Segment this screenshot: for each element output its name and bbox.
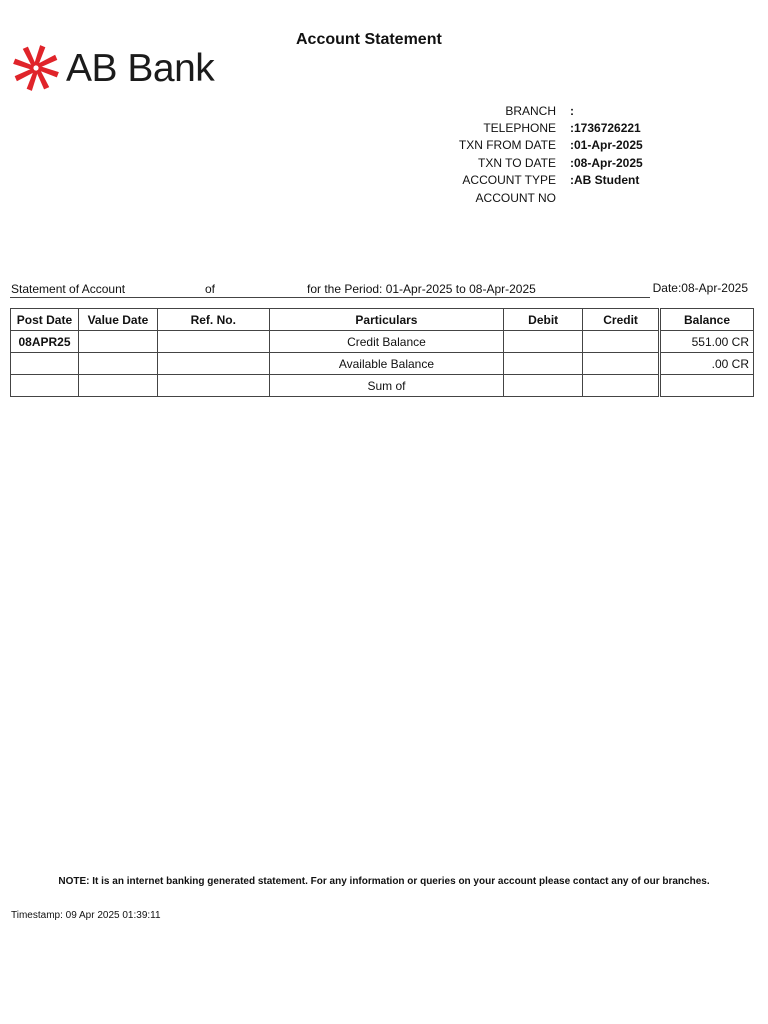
cell-post-date: 08APR25 <box>11 331 79 353</box>
statement-of-label: Statement of Account <box>11 282 126 296</box>
table-header-row <box>11 309 754 331</box>
cell-balance <box>660 375 754 397</box>
cell-particulars: Available Balance <box>269 353 504 375</box>
cell-post-date <box>11 353 79 375</box>
cell-value-date <box>78 331 157 353</box>
cell-debit <box>504 331 583 353</box>
page-title: Account Statement <box>296 31 442 48</box>
info-row-account-no <box>440 189 643 206</box>
info-label: ACCOUNT TYPE <box>462 173 556 188</box>
table-row <box>11 375 754 397</box>
col-balance: Balance <box>660 309 754 331</box>
statement-date: Date:08-Apr-2025 <box>652 281 748 295</box>
col-post-date: Post Date <box>11 309 79 331</box>
info-value: :01-Apr-2025 <box>570 138 643 153</box>
info-row-telephone <box>440 119 643 136</box>
info-value: :1736726221 <box>570 121 641 136</box>
cell-value-date <box>78 353 157 375</box>
cell-ref-no <box>157 375 269 397</box>
cell-debit <box>504 375 583 397</box>
bank-name: AB Bank <box>66 46 215 90</box>
info-label: TELEPHONE <box>483 121 556 136</box>
cell-debit <box>504 353 583 375</box>
info-value: :AB Student <box>570 173 640 188</box>
transactions-table <box>10 308 754 397</box>
info-value: : <box>570 103 574 118</box>
footer-note: NOTE: It is an internet banking generated statement. For any information or queries on your account please contact any of our branches. <box>58 876 710 887</box>
info-label: ACCOUNT NO <box>475 190 556 205</box>
period-label: for the Period: 01-Apr-2025 to 08-Apr-2025 <box>307 282 536 296</box>
cell-particulars: Credit Balance <box>269 331 504 353</box>
col-particulars: Particulars <box>269 309 504 331</box>
cell-particulars: Sum of <box>269 375 504 397</box>
info-row-account-type <box>440 172 643 189</box>
of-label: of <box>205 282 216 296</box>
info-value: :08-Apr-2025 <box>570 155 643 170</box>
cell-ref-no <box>157 331 269 353</box>
cell-post-date <box>11 375 79 397</box>
ab-bank-logo-icon <box>10 42 62 94</box>
account-info <box>440 102 643 206</box>
cell-credit <box>583 353 660 375</box>
info-label: BRANCH <box>505 103 556 118</box>
table-row <box>11 331 754 353</box>
statement-bar <box>10 281 754 297</box>
cell-credit <box>583 331 660 353</box>
cell-balance: 551.00 CR <box>660 331 754 353</box>
info-row-branch <box>440 102 643 119</box>
info-row-to-date <box>440 154 643 171</box>
table-row <box>11 353 754 375</box>
cell-credit <box>583 375 660 397</box>
cell-ref-no <box>157 353 269 375</box>
cell-balance: .00 CR <box>660 353 754 375</box>
col-value-date: Value Date <box>78 309 157 331</box>
bank-logo <box>10 40 214 96</box>
col-debit: Debit <box>504 309 583 331</box>
cell-value-date <box>78 375 157 397</box>
info-row-from-date <box>440 137 643 154</box>
col-ref-no: Ref. No. <box>157 309 269 331</box>
col-credit: Credit <box>583 309 660 331</box>
timestamp: Timestamp: 09 Apr 2025 01:39:11 <box>11 910 161 921</box>
divider <box>10 297 650 298</box>
info-label: TXN FROM DATE <box>458 138 556 153</box>
info-label: TXN TO DATE <box>477 155 556 170</box>
